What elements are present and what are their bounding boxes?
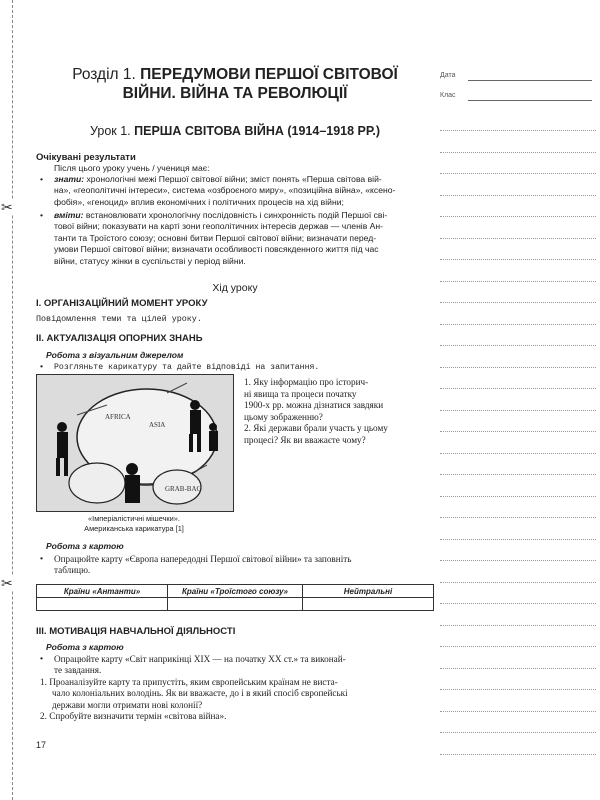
- section-3-task: Опрацюйте карту «Світ наприкінці XIX — на початку XX ст.» та виконай- те завдання.: [54, 654, 346, 676]
- class-field[interactable]: [468, 100, 592, 101]
- note-line: [440, 238, 596, 239]
- map-work-task: Опрацюйте карту «Європа напередодні Першої світової війни» та заповніть таблицю.: [54, 554, 352, 576]
- note-line: [440, 496, 596, 497]
- map-work-subheading: Робота з картою: [46, 541, 124, 551]
- note-line: [440, 754, 596, 755]
- cartoon-questions: 1. Яку інформацію про історич- ні явища та процеси початку 1900-х рр. можна дізнатися завдяки цьому зображенню? 2. Які держави брали участь у цьому процесі? Як ви вважаєте чому?: [244, 377, 388, 445]
- expected-results-heading: Очікувані результати: [36, 152, 136, 163]
- page-number: 17: [36, 740, 47, 750]
- cartoon-caption: «Імперіалістичні мішечки». Американська карикатура [1]: [84, 514, 184, 533]
- note-line: [440, 388, 596, 389]
- cartoon-word: GRAB-BAG: [165, 485, 202, 493]
- note-line: [440, 302, 596, 303]
- note-line: [440, 259, 596, 260]
- chapter-title: Розділ 1. ПЕРЕДУМОВИ ПЕРШОЇ СВІТОВОЇ ВІЙНИ. ВІЙНА ТА РЕВОЛЮЦІЇ: [72, 66, 398, 102]
- bullet-icon: •: [40, 361, 44, 371]
- cut-line: [12, 0, 13, 800]
- note-line: [440, 173, 596, 174]
- note-line: [440, 324, 596, 325]
- note-line: [440, 517, 596, 518]
- know-block: знати: хронологічні межі Першої світової війни; зміст понять «Перша світова вій- на», «геополітичні інтереси», система «озброєного миру», «позиційна війна», «ксено- фобія», «геноцид» вплив економічних і політичних процесів на хід війни;: [54, 174, 396, 207]
- table-header: Країни «Антанти»: [37, 585, 168, 598]
- note-line: [440, 711, 596, 712]
- date-field[interactable]: [468, 80, 592, 81]
- section-3-heading: III. МОТИВАЦІЯ НАВЧАЛЬНОЇ ДІЯЛЬНОСТІ: [36, 626, 236, 637]
- table-cell[interactable]: [37, 598, 168, 611]
- note-line: [440, 539, 596, 540]
- note-line: [440, 152, 596, 153]
- section-1-heading: I. ОРГАНІЗАЦІЙНИЙ МОМЕНТ УРОКУ: [36, 298, 208, 309]
- note-line: [440, 560, 596, 561]
- note-line: [440, 668, 596, 669]
- note-line: [440, 732, 596, 733]
- cartoon-task: Розгляньте карикатуру та дайте відповіді на запитання.: [54, 363, 320, 372]
- lesson-course-heading: Хід уроку: [212, 282, 258, 294]
- cartoon-word: ASIA: [149, 421, 166, 429]
- scissors-icon: ✂: [1, 575, 13, 591]
- bullet-icon: •: [40, 553, 44, 563]
- note-line: [440, 410, 596, 411]
- note-line: [440, 474, 596, 475]
- note-line: [440, 367, 596, 368]
- date-label: Дата: [440, 72, 456, 79]
- section-3-questions: 1. Проаналізуйте карту та припустіть, яким європейським країнам не виста- чало колоніальних володінь. Як ви вважаєте, до і в який спосіб європейські держави могли отримати нові колонії? 2. Спробуйте визначити термін «світова війна».: [40, 677, 348, 722]
- note-line: [440, 195, 596, 196]
- bullet-icon: •: [40, 174, 44, 184]
- table-cell[interactable]: [302, 598, 433, 611]
- note-line: [440, 281, 596, 282]
- section-2-heading: II. АКТУАЛІЗАЦІЯ ОПОРНИХ ЗНАНЬ: [36, 333, 203, 344]
- cartoon-image: [36, 374, 234, 512]
- note-line: [440, 603, 596, 604]
- table-header: Країни «Троїстого союзу»: [168, 585, 303, 598]
- note-line: [440, 689, 596, 690]
- cartoon-word: AFRICA: [105, 413, 131, 421]
- can-block: вміти: встановлювати хронологічну послідовність і синхронність подій Першої сві- тової війни; показувати на карті зони геополітичних інтересів держав — членів Ан- танти та Троїстого союзу; основні битви Першої світової війни; визначати перед- умови Першої світової війни; визначати особливості повсякденного життя під час війни, статусу жінки в суспільстві у період війни.: [54, 210, 388, 266]
- scissors-icon: ✂: [1, 199, 13, 215]
- note-line: [440, 625, 596, 626]
- note-line: [440, 216, 596, 217]
- table-cell[interactable]: [168, 598, 303, 611]
- alliances-table: [36, 584, 434, 611]
- bullet-icon: •: [40, 210, 44, 220]
- note-line: [440, 646, 596, 647]
- note-line: [440, 431, 596, 432]
- expected-results-intro: Після цього уроку учень / учениця має:: [54, 163, 210, 173]
- note-line: [440, 582, 596, 583]
- note-line: [440, 130, 596, 131]
- note-line: [440, 345, 596, 346]
- note-line: [440, 453, 596, 454]
- map-work-subheading: Робота з картою: [46, 642, 124, 652]
- class-label: Клас: [440, 92, 456, 99]
- lesson-title: Урок 1. ПЕРША СВІТОВА ВІЙНА (1914–1918 РР.): [90, 124, 380, 138]
- section-1-text: Повідомлення теми та цілей уроку.: [36, 314, 202, 324]
- table-header: Нейтральні: [302, 585, 433, 598]
- bullet-icon: •: [40, 653, 44, 663]
- visual-source-subheading: Робота з візуальним джерелом: [46, 350, 184, 360]
